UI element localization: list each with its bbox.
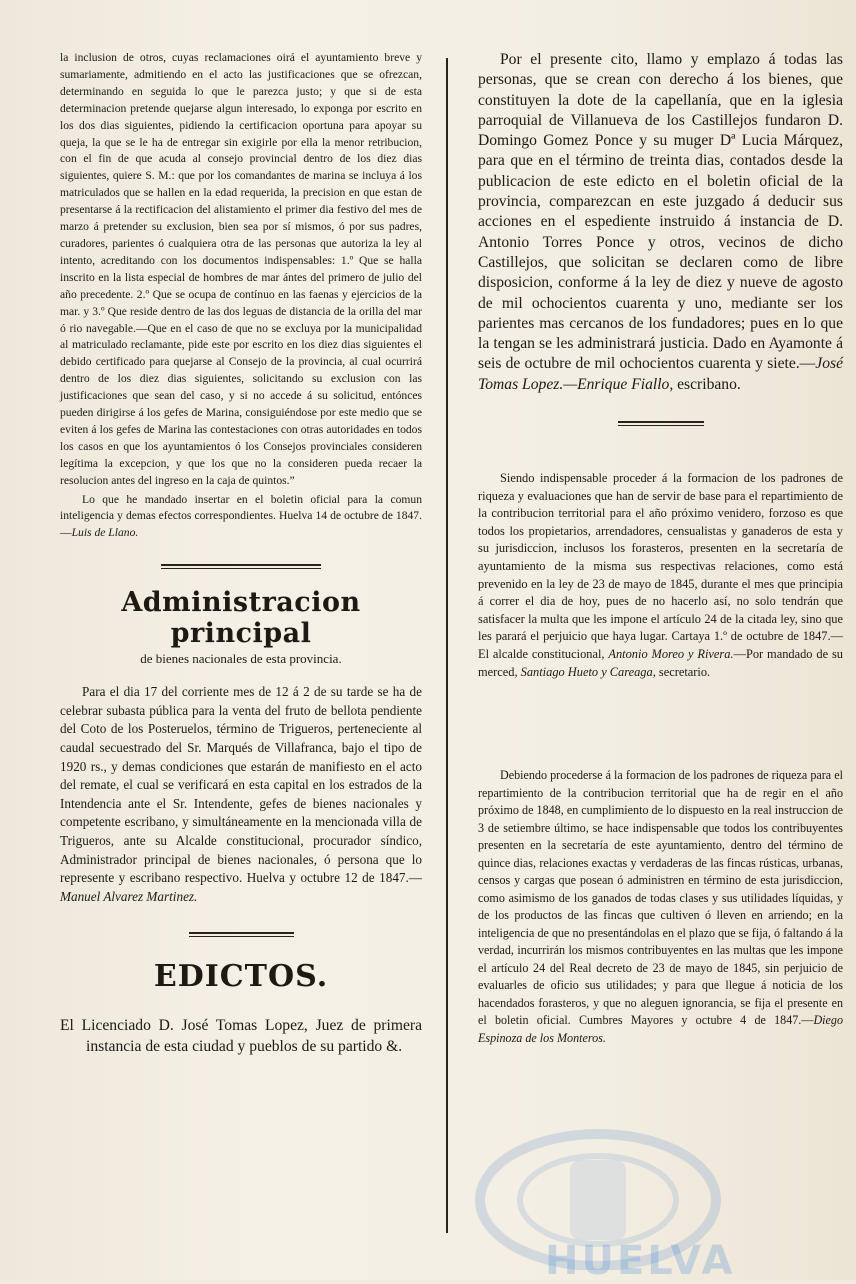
cumbres-signature: Diego Espinoza de los Monteros. bbox=[478, 1013, 843, 1045]
right-column bbox=[478, 50, 843, 1047]
admin-subheading: de bienes nacionales de esta provincia. bbox=[140, 651, 342, 667]
left-column bbox=[60, 50, 422, 1057]
cartaya-signature-1: Antonio Moreo y Rivera. bbox=[608, 646, 734, 661]
closing-signature: Luis de Llano. bbox=[71, 526, 139, 540]
cartaya-mid: —Por mandado de su merced, bbox=[478, 646, 843, 679]
separator-rule-3 bbox=[618, 421, 704, 426]
cumbres-paragraph bbox=[478, 767, 843, 1047]
cumbres-text: Debiendo procederse á la formacion de los padrones de riqueza para el repartimiento de la contribucion territorial que ha de regir en el año próximo de 1848, en cumplimiento de lo dispuesto en la real instruccion de 3 de setiembre último, se hace indispensable que todos los contribuyentes presenten en la secretaría de este ayuntamiento, dentro del término de quince dias, relaciones exactas y verdaderas de las fincas rústicas, urbanas, censos y cargas que posean ó administren en término de esta jurisdiccion, como asimismo de los ganados de todas clases y sus utilidades líquidas, y de los productos de las fincas que cultiven ó lleven en arriendo; en la inteligencia de que no presentándolas en el plazo que se fija, ó faltando á la verdad, incurrirán los mismos contribuyentes en las multas que les impone el artículo 24 del Real decreto de 23 de mayo de 1845, sin perjuicio de evaluarles de oficio sus utilidades; y para que llegue á noticia de los hacendados forasteros, y que no aleguen ignorancia, se fija el presente en el boletin oficial. Cumbres Mayores y octubre 4 de 1847.— bbox=[478, 768, 843, 1028]
separator-rule-2 bbox=[189, 932, 294, 937]
edictos-heading: EDICTOS. bbox=[153, 959, 329, 995]
separator-rule bbox=[161, 564, 321, 569]
admin-signature: Manuel Alvarez Martinez. bbox=[60, 888, 198, 904]
admin-paragraph bbox=[60, 683, 422, 906]
edictos-intro: El Licenciado D. José Tomas Lopez, Juez de primera instancia de esta ciudad y pueblos de su partido &. bbox=[60, 1017, 422, 1055]
closing-paragraph bbox=[60, 492, 422, 543]
spacer bbox=[478, 681, 843, 767]
edict-text: Por el presente cito, llamo y emplazo á todas las personas, que se crean con derecho á los bienes, que constituyen la dote de la capellanía, que en la iglesia parroquial de Villanueva de los Castillejos fundaron D. Domingo Gomez Ponce y su muger Dª Lucia Márquez, para que en el término de treinta dias, contados desde la publicacion de este edicto en el boletin oficial de la provincia, comparezcan en este juzgado á deducir sus acciones en el espediente instruido á instancia de D. Antonio Torres Ponce y otros, vecinos de dicho Castillejos, que solicitan se declaren como de libre disposicion, conforme á la ley de diez y nueve de agosto de mil ochocientos cuarenta y uno, mediante ser los parientes mas cercanos de los fundadores; pues en lo que la tengan se les administrará justicia. Dado en Ayamonte á seis de octubre de mil ochocientos cuarenta y siete.— bbox=[478, 51, 843, 373]
cartaya-tail: secretario. bbox=[655, 664, 711, 679]
admin-heading: Administracion principal bbox=[121, 587, 361, 650]
watermark-word: HUELVA bbox=[545, 1238, 736, 1284]
edict-signature-tail: escribano. bbox=[673, 375, 741, 393]
cartaya-paragraph bbox=[478, 470, 843, 681]
closing-text: Lo que he mandado insertar en el boletin oficial para la comun inteligencia y demas efectos correspondientes. Huelva 14 de octubre de 1847.— bbox=[60, 492, 422, 540]
edict-paragraph bbox=[478, 50, 843, 395]
cartaya-signature-2: Santiago Hueto y Careaga, bbox=[520, 664, 656, 679]
column-divider bbox=[446, 58, 448, 1233]
edict-signature: José Tomas Lopez.—Enrique Fiallo, bbox=[478, 355, 843, 393]
intro-paragraph: la inclusion de otros, cuyas reclamaciones oirá el ayuntamiento breve y sumariamente, admitiendo en el acto las justificaciones que se ofrezcan, determinando en seguida lo que le parezca justo; y que si de esta determinacion pretende quejarse algun interesado, lo exponga por escrito en los dos dias siguientes, pidiendo la certificacion oportuna para apoyar su queja, la que se le ha de entregar sin exigirle por ella la menor retribucion, con el fin de que acuda al consejo provincial dentro de los diez dias siguientes, quiere S. M.: que por los comandantes de marina se incluya á los matriculados que se hallen en la edad requerida, la precision en que estan de presentarse á la rectificacion del alistamiento el primer dia festivo del mes de marzo á pretender su exclusion, bien sea por sí mismos, ó por sus padres, curadores, parientes ó cualquiera otra de las personas que autoriza la ley al intento, acreditando con los documentos indispensables: 1.º Que se halla inscrito en la lista especial de hombres de mar ántes del primero de julio del año precedente. 2.º Que se ocupa de contínuo en las faenas y ejercicios de la mar. y 3.º Que reside dentro de las dos leguas de distancia de la orilla del mar ó rio navegable.—Que en el caso de que no se excluya por la municipalidad al matriculado reclamante, pide este por escrito en los diez dias siguientes el debido certificado para quejarse al Consejo de la provincia, al cual ocurrirá dentro de los diez dias siguientes, solicitando su exclusion con las justificaciones que sean del caso, y si no accede á su solicitud, entónces pueden dirigirse á los gefes de Marina, consiguiéndose por este medio que se eviten á los gefes de Marina las contestaciones con otras autoridades en todos los casos en que los ayuntamientos ó los Consejos provinciales consideren legítima la excepcion, y que los que no la consideren pueda recaer la resolucion antes del ingreso en la caja de quintos.” bbox=[60, 51, 422, 487]
admin-text: Para el dia 17 del corriente mes de 12 á 2 de su tarde se ha de celebrar subasta pública para la venta del fruto de bellota pendiente del Coto de los Posteruelos, término de Trigueros, perteneciente al caudal secuestrado del Sr. Marqués de Villafranca, bajo el tipo de 1920 rs., y demas condiciones que estarán de manifiesto en el acto del remate, el cual se verificará en esta capital en los estrados de la Intendencia ante el Sr. Intendente, gefes de bienes nacionales y competente escribano, y simultáneamente en la mencionada villa de Trigueros, ante su Alcalde constitucional, procurador síndico, Administrador principal de bienes nacionales, ó persona que lo represente y escribano respectivo. Huelva y octubre 12 de 1847.— bbox=[60, 684, 422, 886]
cartaya-text: Siendo indispensable proceder á la formacion de los padrones de riqueza y evaluaciones que han de servir de base para el repartimiento de la contribucion territorial para el año próximo venidero, forzoso es que todos los propietarios, arrendadores, censualistas y ganaderos de esta y su jurisdiccion, inclusos los forasteros, presenten en la secretaría de ayuntamiento de la misma sus respectivas relaciones, como está prevenido en la ley de 23 de mayo de 1845, durante el mes que principia á correr el dia de hoy, pues de no hacerlo así, no solo tendrán que satisfacer la multa que les impone el artículo 24 de la citada ley, sino que les parará el perjuicio que haya lugar. Cartaya 1.º de octubre de 1847.—El alcalde constitucional, bbox=[478, 471, 843, 661]
